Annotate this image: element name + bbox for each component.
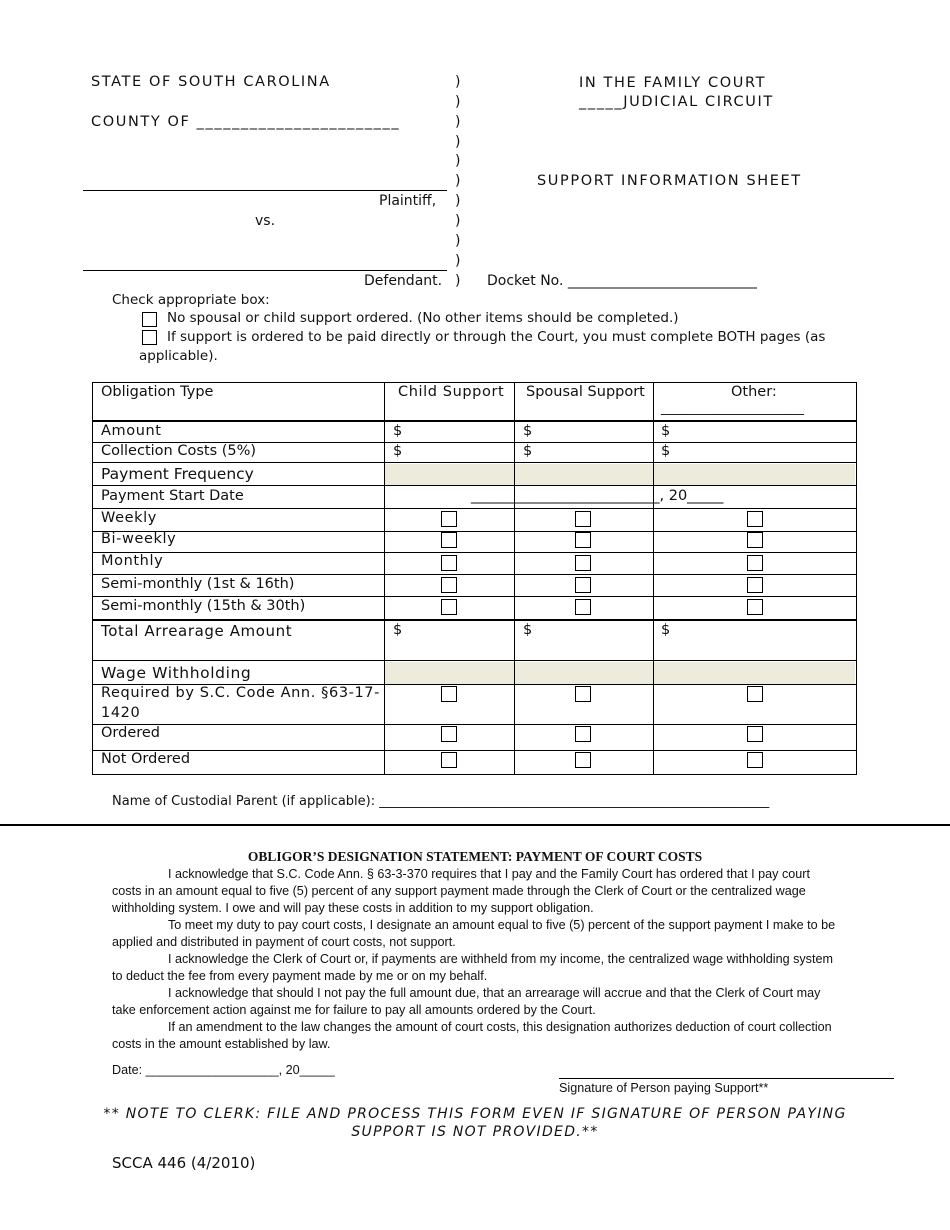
spousal-support-header: Spousal Support	[526, 384, 645, 400]
not-ordered-other-checkbox[interactable]	[747, 752, 763, 768]
semi-monthly-1-label: Semi-monthly (1st & 16th)	[101, 576, 295, 592]
semi1-spousal-checkbox[interactable]	[575, 577, 591, 593]
collection-costs-label: Collection Costs (5%)	[101, 443, 257, 459]
statement-paragraph: I acknowledge that should I not pay the full amount due, that an arrearage will accrue and that the Clerk of Court may take enforcement action against me for failure to pay all amounts ordered by the Court.	[112, 986, 821, 1017]
support-ordered-label-cont: applicable).	[139, 348, 218, 364]
plaintiff-label: Plaintiff,	[379, 193, 437, 209]
frequency-shade	[385, 464, 855, 486]
wage-withholding-label: Wage Withholding	[101, 664, 252, 682]
payment-start-label: Payment Start Date	[101, 488, 244, 504]
judicial-circuit-field[interactable]: _____JUDICIAL CIRCUIT	[579, 94, 774, 110]
obligation-type-header: Obligation Type	[101, 384, 214, 400]
spousal-collection-field[interactable]: $	[523, 443, 533, 459]
amount-label: Amount	[101, 423, 162, 439]
other-collection-field[interactable]: $	[661, 443, 671, 459]
statement-paragraph: If an amendment to the law changes the amount of court costs, this designation authorizes deduction of court collection costs in the amount established by law.	[112, 1020, 832, 1051]
custodial-parent-field[interactable]: Name of Custodial Parent (if applicable): ____________________________________________________________	[112, 794, 770, 809]
semi1-other-checkbox[interactable]	[747, 577, 763, 593]
biweekly-label: Bi-weekly	[101, 531, 177, 547]
plaintiff-line[interactable]	[83, 190, 447, 191]
paren: )	[455, 74, 461, 90]
semi1-child-checkbox[interactable]	[441, 577, 457, 593]
no-support-label: No spousal or child support ordered. (No other items should be completed.)	[167, 310, 679, 326]
form-title: SUPPORT INFORMATION SHEET	[537, 173, 802, 189]
not-ordered-label: Not Ordered	[101, 751, 191, 767]
clerk-note-cont: SUPPORT IS NOT PROVIDED.**	[351, 1124, 599, 1140]
form-id: SCCA 446 (4/2010)	[112, 1154, 256, 1172]
required-child-checkbox[interactable]	[441, 686, 457, 702]
weekly-label: Weekly	[101, 510, 157, 526]
no-support-checkbox[interactable]	[142, 312, 157, 327]
vs-label: vs.	[255, 213, 276, 229]
monthly-other-checkbox[interactable]	[747, 555, 763, 571]
monthly-label: Monthly	[101, 553, 164, 569]
spousal-amount-field[interactable]: $	[523, 423, 533, 439]
ordered-label: Ordered	[101, 725, 161, 741]
ordered-spousal-checkbox[interactable]	[575, 726, 591, 742]
semi2-other-checkbox[interactable]	[747, 599, 763, 615]
defendant-label: Defendant.	[364, 273, 443, 289]
not-ordered-child-checkbox[interactable]	[441, 752, 457, 768]
signature-label: Signature of Person paying Support**	[559, 1081, 769, 1095]
signature-line[interactable]	[559, 1078, 894, 1079]
monthly-spousal-checkbox[interactable]	[575, 555, 591, 571]
weekly-spousal-checkbox[interactable]	[575, 511, 591, 527]
paren: )	[455, 233, 461, 249]
paren: )	[455, 193, 461, 209]
section-divider	[0, 824, 950, 826]
weekly-other-checkbox[interactable]	[747, 511, 763, 527]
spousal-arrearage-field[interactable]: $	[523, 622, 533, 638]
county-field[interactable]: COUNTY OF _______________________	[91, 114, 401, 130]
wage-shade	[385, 662, 855, 684]
monthly-child-checkbox[interactable]	[441, 555, 457, 571]
check-instruction: Check appropriate box:	[112, 292, 270, 308]
child-support-header: Child Support	[398, 384, 505, 400]
defendant-line[interactable]	[83, 270, 447, 271]
paren: )	[455, 273, 461, 289]
support-ordered-label: If support is ordered to be paid directly or through the Court, you must complete BOTH pages (as	[167, 329, 826, 345]
semi-monthly-2-label: Semi-monthly (15th & 30th)	[101, 598, 306, 614]
other-amount-field[interactable]: $	[661, 423, 671, 439]
weekly-child-checkbox[interactable]	[441, 511, 457, 527]
child-arrearage-field[interactable]: $	[393, 622, 403, 638]
payment-frequency-label: Payment Frequency	[101, 465, 254, 483]
statement-paragraph: I acknowledge the Clerk of Court or, if payments are withheld from my income, the centralized wage withholding system to deduct the fee from every payment made by me or on my behalf.	[112, 952, 833, 983]
biweekly-child-checkbox[interactable]	[441, 532, 457, 548]
paren: )	[455, 94, 461, 110]
ordered-other-checkbox[interactable]	[747, 726, 763, 742]
child-amount-field[interactable]: $	[393, 423, 403, 439]
other-header: Other:	[731, 384, 777, 400]
paren: )	[455, 253, 461, 269]
statement-paragraph: I acknowledge that S.C. Code Ann. § 63-3-370 requires that I pay and the Family Court has ordered that I pay court costs in an amount equal to five (5) percent of any support payment made through the Clerk of Court or the centralized wage withholding system. I owe and will pay these costs in addition to my support obligation.	[112, 867, 810, 915]
court-label: IN THE FAMILY COURT	[579, 75, 767, 91]
semi2-child-checkbox[interactable]	[441, 599, 457, 615]
paren: )	[455, 134, 461, 150]
statement-heading: OBLIGOR’S DESIGNATION STATEMENT: PAYMENT OF COURT COSTS	[247, 849, 703, 864]
required-label-cont: 1420	[101, 705, 141, 721]
date-field[interactable]: Date: ___________________, 20_____	[112, 1063, 335, 1077]
paren: )	[455, 213, 461, 229]
semi2-spousal-checkbox[interactable]	[575, 599, 591, 615]
payment-start-field[interactable]: __________________________, 20_____	[471, 488, 724, 504]
other-arrearage-field[interactable]: $	[661, 622, 671, 638]
statement-body	[112, 866, 842, 1053]
biweekly-other-checkbox[interactable]	[747, 532, 763, 548]
ordered-child-checkbox[interactable]	[441, 726, 457, 742]
paren: )	[455, 114, 461, 130]
not-ordered-spousal-checkbox[interactable]	[575, 752, 591, 768]
support-ordered-checkbox[interactable]	[142, 330, 157, 345]
docket-number-field[interactable]: Docket No. ___________________________	[487, 273, 757, 289]
required-label: Required by S.C. Code Ann. §63-17-	[101, 685, 380, 701]
required-spousal-checkbox[interactable]	[575, 686, 591, 702]
other-type-field[interactable]: ______________________	[661, 401, 804, 416]
required-other-checkbox[interactable]	[747, 686, 763, 702]
state-label: STATE OF SOUTH CAROLINA	[91, 74, 331, 90]
statement-paragraph: To meet my duty to pay court costs, I designate an amount equal to five (5) percent of the support payment I make to be applied and distributed in payment of court costs, not support.	[112, 918, 836, 949]
clerk-note: ** NOTE TO CLERK: FILE AND PROCESS THIS FORM EVEN IF SIGNATURE OF PERSON PAYING	[103, 1106, 847, 1122]
paren: )	[455, 153, 461, 169]
total-arrearage-label: Total Arrearage Amount	[101, 622, 293, 640]
biweekly-spousal-checkbox[interactable]	[575, 532, 591, 548]
paren: )	[455, 173, 461, 189]
obligation-table	[92, 382, 857, 775]
child-collection-field[interactable]: $	[393, 443, 403, 459]
